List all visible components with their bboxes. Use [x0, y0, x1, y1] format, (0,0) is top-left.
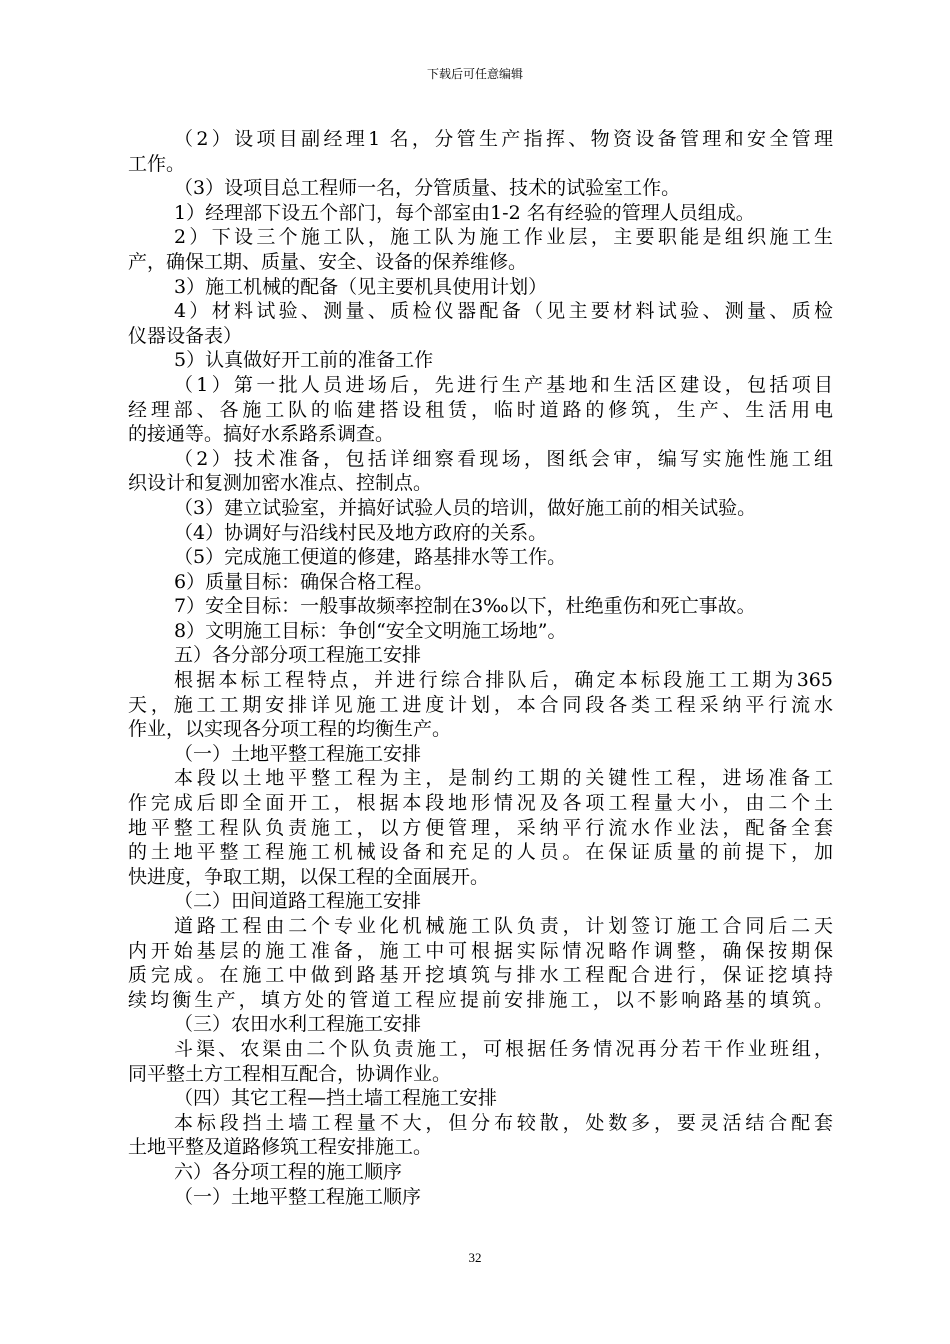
text-line: 本段以土地平整工程为主，是制约工期的关键性工程，进场准备工 [174, 767, 833, 790]
text-line: （1）第一批人员进场后，先进行生产基地和生活区建设，包括项目 [174, 373, 833, 396]
text-line: 的土地平整工程施工机械设备和充足的人员。在保证质量的前提下，加 [128, 841, 833, 864]
text-line: 质完成。在施工中做到路基开挖填筑与排水工程配合进行，保证挖填持 [128, 964, 833, 987]
text-line: 1）经理部下设五个部门，每个部室由1-2 名有经验的管理人员组成。 [174, 201, 755, 224]
text-line: 道路工程由二个专业化机械施工队负责，计划签订施工合同后二天 [174, 915, 833, 937]
text-line: 8）文明施工目标：争创“安全文明施工场地”。 [174, 619, 567, 642]
text-line: 产，确保工期、质量、安全、设备的保养维修。 [128, 250, 528, 273]
text-line: 续均衡生产，填方处的管道工程应提前安排施工，以不影响路基的填筑。 [128, 988, 833, 1011]
text-line: （三）农田水利工程施工安排 [174, 1013, 422, 1036]
text-line: （3）设项目总工程师一名，分管质量、技术的试验室工作。 [174, 177, 681, 200]
text-line: 快进度，争取工期，以保工程的全面展开。 [128, 865, 490, 888]
text-line: 地平整工程队负责施工，以方便管理，采纳平行流水作业法，配备全套 [128, 816, 833, 839]
text-line: （一）土地平整工程施工顺序 [174, 1185, 422, 1208]
text-line: 六）各分项工程的施工顺序 [174, 1160, 403, 1183]
text-line: 经理部、各施工队的临建搭设租赁，临时道路的修筑，生产、生活用电 [128, 398, 833, 421]
text-line: （一）土地平整工程施工安排 [174, 742, 422, 765]
page-number: 32 [468, 1250, 482, 1265]
text-line: 3）施工机械的配备（见主要机具使用计划） [174, 275, 548, 298]
text-line: 织设计和复测加密水准点、控制点。 [128, 472, 433, 495]
text-line: （四）其它工程—挡土墙工程施工安排 [174, 1087, 498, 1110]
text-line: 工作。 [128, 152, 186, 175]
text-line: 仪器设备表） [128, 324, 243, 347]
text-line: 的接通等。搞好水系路系调查。 [128, 423, 395, 446]
text-line: 6）质量目标：确保合格工程。 [174, 570, 434, 593]
page-header: 下载后可任意编辑 [426, 67, 523, 81]
text-line: 4）材料试验、测量、质检仪器配备（见主要材料试验、测量、质检 [174, 300, 833, 323]
text-line: 根据本标工程特点，并进行综合排队后，确定本标段施工工期为365 [174, 669, 833, 692]
text-line: 斗渠、农渠由二个队负责施工，可根据任务情况再分若干作业班组， [174, 1037, 833, 1060]
text-line: 同平整土方工程相互配合，协调作业。 [128, 1062, 452, 1085]
text-line: 内开始基层的施工准备，施工中可根据实际情况略作调整，确保按期保 [128, 939, 833, 962]
text-line: （5）完成施工便道的修建，路基排水等工作。 [174, 546, 567, 569]
text-line: 2）下设三个施工队，施工队为施工作业层，主要职能是组织施工生 [174, 226, 833, 249]
text-line: （2）设项目副经理1 名，分管生产指挥、物资设备管理和安全管理 [174, 128, 833, 150]
text-line: 作业，以实现各分项工程的均衡生产。 [128, 718, 452, 741]
document-body [128, 127, 833, 1209]
text-line: 天，施工工期安排详见施工进度计划，本合同段各类工程采纳平行流水 [128, 693, 833, 716]
text-line: （2）技术准备，包括详细察看现场，图纸会审，编写实施性施工组 [174, 447, 833, 470]
text-line: 7）安全目标：一般事故频率控制在3‰以下，杜绝重伤和死亡事故。 [174, 595, 756, 618]
text-line: （二）田间道路工程施工安排 [174, 890, 422, 913]
text-line: 本标段挡土墙工程量不大，但分布较散，处数多，要灵活结合配套 [174, 1111, 833, 1134]
text-line: 五）各分部分项工程施工安排 [174, 644, 422, 667]
text-line: 土地平整及道路修筑工程安排施工。 [128, 1136, 433, 1159]
text-line: 5）认真做好开工前的准备工作 [174, 349, 434, 372]
text-line: （3）建立试验室，并搞好试验人员的培训，做好施工前的相关试验。 [174, 496, 757, 519]
text-line: （4）协调好与沿线村民及地方政府的关系。 [174, 521, 548, 544]
text-line: 作完成后即全面开工，根据本段地形情况及各项工程量大小，由二个土 [128, 792, 833, 815]
